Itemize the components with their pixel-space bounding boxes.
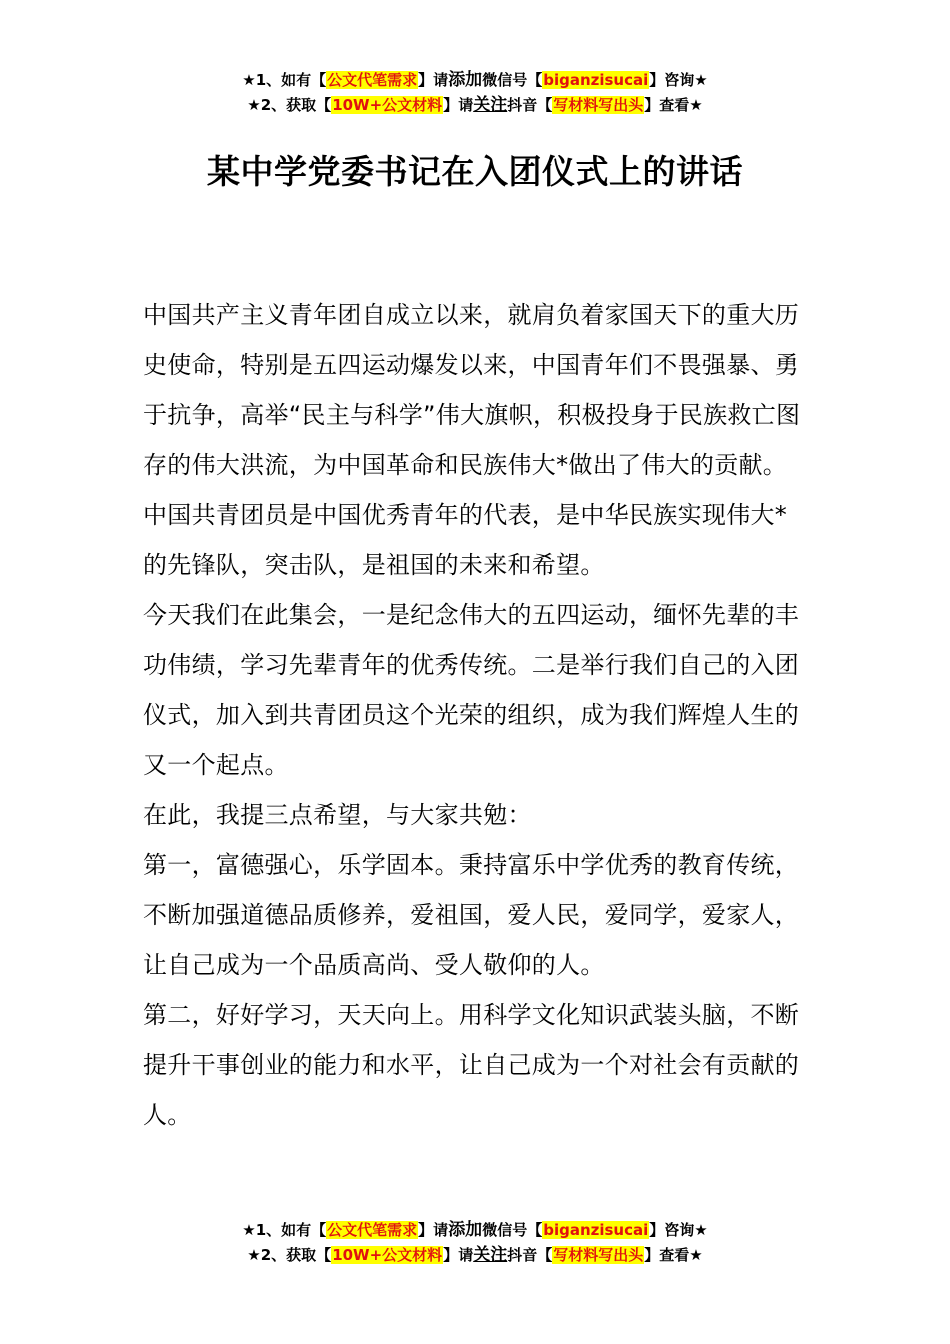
banner-line-1 [0, 68, 950, 93]
banner-text: ★2、获取【 [247, 96, 332, 114]
paragraph: 中国共青团员是中国优秀青年的代表，是中华民族实现伟大*的先锋队，突击队，是祖国的未来和希望。 [143, 501, 788, 579]
banner-highlight: 公文代笔需求 [327, 71, 418, 89]
banner-text: 】咨询★ [649, 71, 708, 89]
banner-text: 微信号【 [482, 1221, 543, 1239]
banner-highlight: 公文代笔需求 [327, 1221, 418, 1239]
paragraph: 今天我们在此集会，一是纪念伟大的五四运动，缅怀先辈的丰功伟绩，学习先辈青年的优秀传统。二是举行我们自己的入团仪式，加入到共青团员这个光荣的组织，成为我们辉煌人生的又一个起点。 [143, 601, 800, 779]
paragraph: 在此，我提三点希望，与大家共勉： [143, 801, 532, 829]
banner-highlight: 写材料写出头 [553, 1246, 644, 1264]
banner-line-2 [0, 93, 950, 118]
banner-emphasis: 添加 [448, 70, 483, 90]
banner-text: 】咨询★ [649, 1221, 708, 1239]
banner-emphasis: 关注 [473, 95, 508, 115]
banner-text: ★1、如有【 [242, 1221, 327, 1239]
banner-highlight: biganzisucai [543, 71, 649, 89]
document-title: 某中学党委书记在入团仪式上的讲话 [207, 152, 743, 191]
banner-emphasis: 关注 [473, 1245, 508, 1265]
banner-highlight: 10W+公文材料 [332, 96, 443, 114]
banner-text: 微信号【 [482, 71, 543, 89]
footer-banner [0, 1218, 950, 1268]
banner-text: 】请 [418, 71, 449, 89]
banner-text: 抖音【 [507, 1246, 553, 1264]
banner-text: 】请 [443, 1246, 474, 1264]
paragraph: 第一，富德强心，乐学固本。秉持富乐中学优秀的教育传统，不断加强道德品质修养，爱祖国，爱人民，爱同学，爱家人，让自己成为一个品质高尚、受人敬仰的人。 [143, 851, 800, 979]
banner-text: 】查看★ [644, 96, 703, 114]
document-body [143, 290, 811, 1140]
banner-text: ★2、获取【 [247, 1246, 332, 1264]
banner-line-1 [0, 1218, 950, 1243]
banner-highlight: biganzisucai [543, 1221, 649, 1239]
banner-highlight: 写材料写出头 [553, 96, 644, 114]
banner-text: ★1、如有【 [242, 71, 327, 89]
banner-text: 】请 [418, 1221, 449, 1239]
banner-emphasis: 添加 [448, 1220, 483, 1240]
banner-text: 抖音【 [507, 96, 553, 114]
header-banner [0, 68, 950, 118]
banner-highlight: 10W+公文材料 [332, 1246, 443, 1264]
banner-text: 】请 [443, 96, 474, 114]
paragraph: 中国共产主义青年团自成立以来，就肩负着家国天下的重大历史使命，特别是五四运动爆发以来，中国青年们不畏强暴、勇于抗争，高举“民主与科学”伟大旗帜，积极投身于民族救亡图存的伟大洪流，为中国革命和民族伟大*做出了伟大的贡献。 [143, 301, 801, 479]
banner-text: 】查看★ [644, 1246, 703, 1264]
banner-line-2 [0, 1243, 950, 1268]
paragraph: 第二，好好学习，天天向上。用科学文化知识武装头脑，不断提升干事创业的能力和水平，让自己成为一个对社会有贡献的人。 [143, 1001, 800, 1129]
